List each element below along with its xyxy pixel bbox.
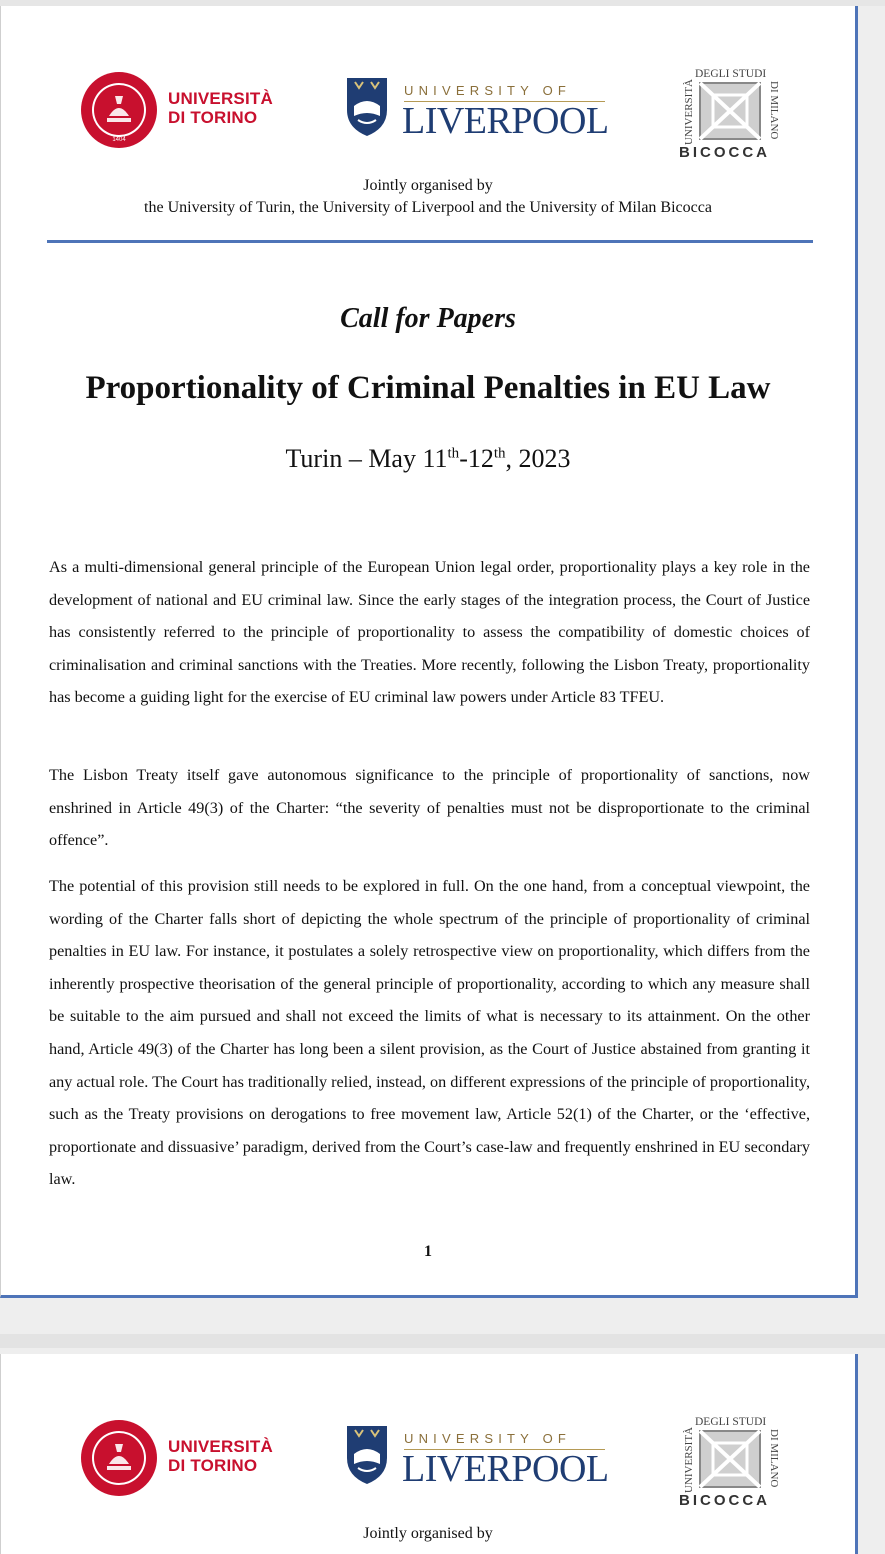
paragraph-1-text: As a multi-dimensional general principle of the European Union legal order, proportionality plays a key role in the development of national and EU criminal law. Since the early stages of the integration process, the Court of Justice has consistently referred to the principle of proportionality to assess the compatibility of domestic choices of criminalisation and criminal sanctions with the Treaties. More recently, following the Lisbon Treaty, proportionality has become a guiding light for the exercise of EU criminal law powers under Article 83 TFEU.: [49, 558, 810, 707]
university-of-milan-bicocca-logo: [679, 1414, 779, 1514]
organised-by-line: Jointly organised by: [363, 177, 493, 194]
paragraph-2-text: The Lisbon Treaty itself gave autonomous significance to the principle of proportionality of sanctions, now enshrined in Article 49(3) of the Charter: “the severity of penalties must not be disproportionate to the criminal offence”.: [49, 766, 810, 850]
bicocca-top-text: DEGLI STUDI: [695, 68, 767, 80]
svg-text:1404: 1404: [112, 137, 126, 143]
liverpool-wordmark: LIVERPOOL: [402, 1448, 609, 1490]
body-paragraph: [49, 551, 810, 714]
liverpool-wordmark: LIVERPOOL: [402, 100, 609, 142]
page-number: 1: [424, 1243, 432, 1260]
university-of-liverpool-logo: [346, 1424, 611, 1494]
bicocca-emblem-icon: [699, 82, 761, 140]
bicocca-vertical-text: UNIVERSITÀ: [683, 1427, 695, 1493]
turin-wordmark: [168, 1437, 273, 1475]
dates-mid: -12: [459, 444, 494, 473]
dates-sup2: th: [493, 445, 506, 462]
document-title: Proportionality of Criminal Penalties in EU Law: [85, 370, 771, 406]
logo-header-2: [1, 1354, 855, 1514]
body-paragraph: [49, 759, 810, 857]
university-of-turin-logo: [79, 70, 279, 150]
dates-suffix: , 2023: [505, 444, 571, 473]
bicocca-top-text: DEGLI STUDI: [695, 1416, 767, 1428]
document-page-2: [0, 1354, 858, 1554]
header-divider: [47, 240, 813, 243]
dates-sup1: th: [447, 445, 460, 462]
liverpool-shield-icon: [346, 76, 388, 138]
university-of-milan-bicocca-logo: [679, 66, 779, 166]
call-for-papers-heading: Call for Papers: [340, 303, 516, 334]
turin-line2: DI TORINO: [168, 1456, 258, 1475]
turin-line1: UNIVERSITÀ: [168, 1437, 273, 1456]
university-of-turin-logo: [79, 1418, 279, 1498]
bicocca-right-text: DI MILANO: [768, 81, 780, 140]
event-dates: [1, 444, 855, 474]
bicocca-vertical-text: UNIVERSITÀ: [683, 79, 695, 145]
paragraph-3-text: The potential of this provision still needs to be explored in full. On the one hand, from a conceptual viewpoint, the wording of the Charter falls short of depicting the whole spectrum of the principle of proportionality of criminal penalties in EU law. For instance, it postulates a solely retrospective view on proportionality, which differs from the inherently prospective theorisation of the general principle of proportionality, according to which any measure shall be suitable to the aim pursued and shall not exceed the limits of what is necessary to its attainment. On the other hand, Article 49(3) of the Charter has long been a silent provision, as the Court of Justice abstained from granting it any actual role. The Court has traditionally relied, instead, on different expressions of the principle of proportionality, such as the Treaty provisions on derogations to free movement law, Article 52(1) of the Charter, or the ‘effective, proportionate and dissuasive’ paradigm, derived from the Court’s case-law and frequently enshrined in EU secondary law.: [49, 877, 810, 1189]
dates-prefix: Turin – May 11: [285, 444, 448, 473]
body-paragraph: [49, 870, 810, 1196]
liverpool-top-text: UNIVERSITY OF: [404, 1431, 572, 1446]
organised-by-line: Jointly organised by: [363, 1525, 493, 1542]
liverpool-shield-icon: [346, 1424, 388, 1486]
turin-seal-icon: [79, 70, 159, 150]
bicocca-emblem-icon: [699, 1430, 761, 1488]
turin-wordmark: [168, 89, 273, 127]
logo-header: [1, 6, 855, 166]
liverpool-top-text: UNIVERSITY OF: [404, 83, 572, 98]
university-of-liverpool-logo: [346, 76, 611, 146]
bicocca-wordmark: BICOCCA: [679, 144, 770, 161]
turin-line1: UNIVERSITÀ: [168, 89, 273, 108]
bicocca-wordmark: BICOCCA: [679, 1492, 770, 1509]
turin-seal-icon: [79, 1418, 159, 1498]
bicocca-right-text: DI MILANO: [768, 1429, 780, 1488]
organising-universities-line: the University of Turin, the University of Liverpool and the University of Milan Bicocca: [144, 199, 712, 216]
turin-line2: DI TORINO: [168, 108, 258, 127]
document-page-1: [0, 6, 858, 1298]
page-gap: [0, 1334, 885, 1348]
